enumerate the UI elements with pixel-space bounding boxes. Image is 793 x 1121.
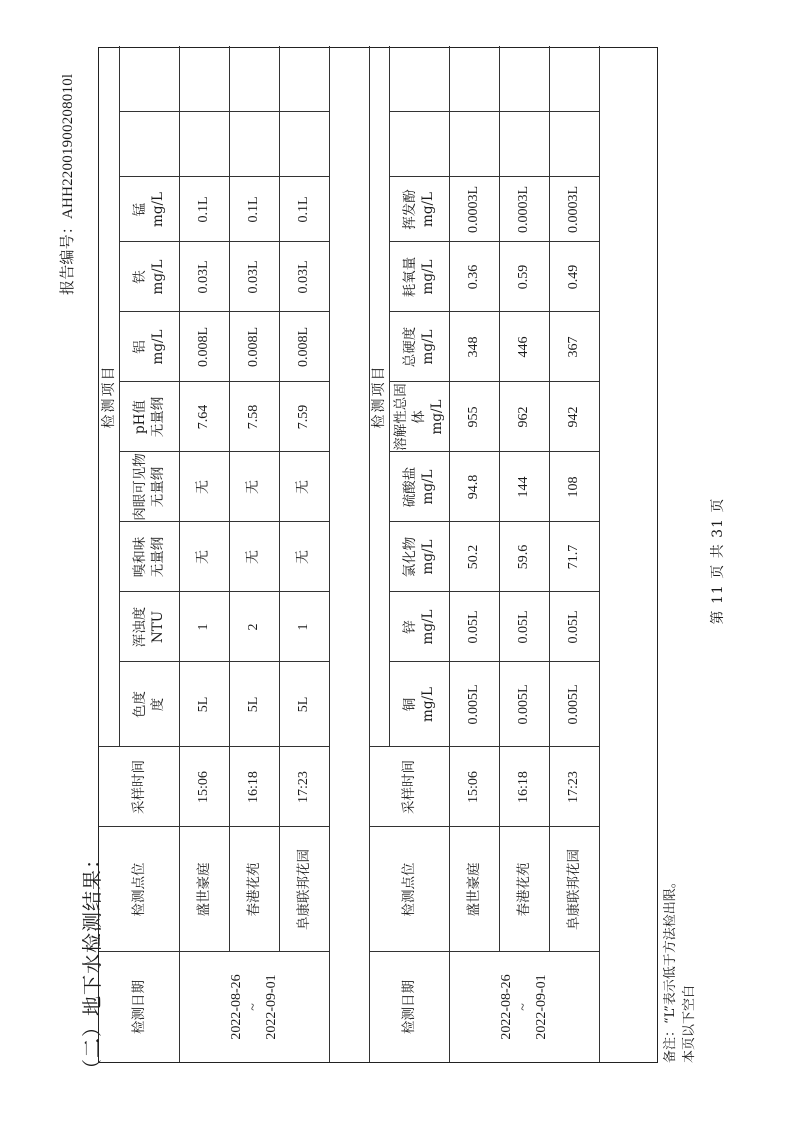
param-name: 嗅和味 bbox=[131, 536, 148, 578]
date-end: 2022-09-01 bbox=[263, 974, 279, 1040]
result-value: 无 bbox=[245, 480, 261, 494]
param-unit: NTU bbox=[150, 610, 166, 644]
result-value: 144 bbox=[515, 476, 531, 498]
param-unit: mg/L bbox=[420, 259, 436, 295]
result-value: 0.1L bbox=[295, 196, 311, 223]
grid-line bbox=[119, 111, 329, 112]
result-value: 367 bbox=[565, 336, 581, 358]
param-name: 铝 bbox=[131, 340, 148, 354]
sampling-time: 15:06 bbox=[195, 771, 211, 803]
param-unit: 无量纲 bbox=[150, 466, 166, 508]
result-value: 0.03L bbox=[245, 260, 261, 294]
param-name: 浑浊度 bbox=[131, 606, 148, 648]
param-name: 色度 bbox=[131, 691, 148, 718]
param-header bbox=[119, 592, 179, 662]
param-unit: mg/L bbox=[420, 539, 436, 575]
param-name: 溶解性总固体 bbox=[392, 383, 427, 451]
date-separator: ~ bbox=[246, 1003, 262, 1011]
result-value: 1 bbox=[295, 623, 311, 631]
param-header bbox=[119, 177, 179, 242]
param-name: 硫酸盐 bbox=[401, 466, 418, 508]
result-value: 59.6 bbox=[515, 544, 531, 570]
result-value: 0.008L bbox=[245, 326, 261, 368]
result-value: 无 bbox=[195, 550, 211, 564]
grid-line bbox=[599, 46, 600, 1062]
sampling-location: 春港花苑 bbox=[515, 862, 532, 917]
param-header bbox=[389, 177, 449, 242]
param-name: 铜 bbox=[401, 697, 418, 712]
param-name: pH值 bbox=[131, 400, 148, 434]
param-header bbox=[119, 382, 179, 452]
col-header-date: 检测日期 bbox=[130, 980, 147, 1034]
param-unit: mg/L bbox=[150, 329, 166, 365]
param-header bbox=[389, 382, 449, 452]
param-header bbox=[389, 312, 449, 382]
grid-line bbox=[389, 111, 599, 112]
result-value: 50.2 bbox=[465, 544, 481, 570]
param-unit: mg/L bbox=[429, 399, 446, 435]
result-value: 942 bbox=[565, 406, 581, 428]
sampling-time: 15:06 bbox=[465, 771, 481, 803]
param-unit: 度 bbox=[150, 697, 166, 712]
param-unit: mg/L bbox=[420, 192, 436, 227]
result-value: 5L bbox=[195, 696, 211, 713]
result-value: 0.005L bbox=[565, 684, 581, 725]
result-value: 71.7 bbox=[565, 544, 581, 570]
result-value: 2 bbox=[245, 623, 261, 631]
param-name: 锌 bbox=[401, 620, 418, 634]
result-value: 7.64 bbox=[195, 404, 211, 430]
sampling-location: 阜康联邦花园 bbox=[565, 849, 582, 930]
result-value: 0.49 bbox=[565, 264, 581, 290]
col-header-time: 采样时间 bbox=[400, 760, 417, 814]
result-value: 0.008L bbox=[195, 326, 211, 368]
param-header bbox=[389, 592, 449, 662]
note-limit: 备注：“L”表示低于方法检出限。 bbox=[663, 875, 678, 1063]
sampling-time: 17:23 bbox=[295, 771, 311, 803]
param-name: 锰 bbox=[131, 202, 148, 217]
grid-line bbox=[329, 46, 330, 1062]
param-header bbox=[119, 242, 179, 312]
param-name: 耗氧量 bbox=[401, 256, 418, 298]
param-name: 总硬度 bbox=[401, 326, 418, 368]
param-header bbox=[389, 522, 449, 592]
result-value: 5L bbox=[245, 696, 261, 713]
table-notes bbox=[662, 875, 700, 1063]
param-header bbox=[119, 522, 179, 592]
result-value: 0.36 bbox=[465, 264, 481, 290]
group-label-test-items: 检测项目 bbox=[370, 364, 387, 429]
result-value: 无 bbox=[295, 550, 311, 564]
result-value: 0.05L bbox=[515, 610, 531, 644]
result-value: 0.0003L bbox=[465, 185, 481, 234]
result-value: 0.59 bbox=[515, 264, 531, 290]
report-number: 报告编号：AHH22001900208010l bbox=[60, 73, 76, 295]
sampling-location: 春港花苑 bbox=[245, 862, 262, 917]
result-value: 无 bbox=[295, 480, 311, 494]
result-value: 446 bbox=[515, 336, 531, 358]
param-unit: mg/L bbox=[150, 259, 166, 295]
param-unit: mg/L bbox=[420, 329, 436, 365]
param-unit: mg/L bbox=[420, 609, 436, 645]
result-value: 0.05L bbox=[565, 610, 581, 644]
result-value: 1 bbox=[195, 623, 211, 631]
date-range bbox=[449, 952, 599, 1062]
result-value: 94.8 bbox=[465, 474, 481, 500]
result-value: 无 bbox=[245, 550, 261, 564]
result-value: 0.03L bbox=[195, 260, 211, 294]
param-header bbox=[389, 662, 449, 747]
param-header bbox=[389, 452, 449, 522]
col-header-location: 检测点位 bbox=[130, 862, 147, 917]
param-name: 铁 bbox=[131, 270, 148, 284]
result-value: 0.1L bbox=[245, 196, 261, 223]
param-unit: mg/L bbox=[150, 192, 166, 227]
param-header bbox=[119, 662, 179, 747]
result-value: 0.03L bbox=[295, 260, 311, 294]
section-title: （二）地下水检测结果： bbox=[80, 848, 104, 1079]
result-value: 108 bbox=[565, 476, 581, 498]
param-header bbox=[119, 452, 179, 522]
result-value: 348 bbox=[465, 336, 481, 358]
result-value: 0.0003L bbox=[565, 185, 581, 234]
sampling-time: 16:18 bbox=[245, 771, 261, 803]
result-value: 5L bbox=[295, 696, 311, 713]
result-value: 0.005L bbox=[515, 684, 531, 725]
param-header bbox=[389, 242, 449, 312]
param-name: 肉眼可见物 bbox=[131, 453, 148, 521]
col-header-time: 采样时间 bbox=[130, 760, 147, 814]
result-value: 7.59 bbox=[295, 404, 311, 430]
groundwater-results-table bbox=[98, 47, 658, 1063]
result-value: 0.008L bbox=[295, 326, 311, 368]
sampling-location: 阜康联邦花园 bbox=[295, 849, 312, 930]
param-header bbox=[119, 312, 179, 382]
param-unit: 无量纲 bbox=[150, 396, 166, 438]
col-header-date: 检测日期 bbox=[400, 980, 417, 1034]
sampling-time: 17:23 bbox=[565, 771, 581, 803]
result-value: 无 bbox=[195, 480, 211, 494]
sampling-time: 16:18 bbox=[515, 771, 531, 803]
sampling-location: 盛世豪庭 bbox=[465, 862, 482, 917]
result-value: 0.1L bbox=[195, 196, 211, 223]
page-number: 第 11 页 共 31 页 bbox=[710, 497, 726, 625]
result-value: 0.05L bbox=[465, 610, 481, 644]
param-unit: 无量纲 bbox=[150, 536, 166, 578]
param-unit: mg/L bbox=[420, 687, 436, 722]
date-separator: ~ bbox=[516, 1003, 532, 1011]
date-start: 2022-08-26 bbox=[228, 974, 244, 1040]
param-name: 氯化物 bbox=[401, 536, 418, 578]
param-name: 挥发酚 bbox=[401, 189, 418, 230]
result-value: 0.005L bbox=[465, 684, 481, 725]
date-start: 2022-08-26 bbox=[498, 974, 514, 1040]
date-range bbox=[179, 952, 329, 1062]
sampling-location: 盛世豪庭 bbox=[195, 862, 212, 917]
col-header-location: 检测点位 bbox=[400, 862, 417, 917]
param-unit: mg/L bbox=[420, 469, 436, 505]
result-value: 0.0003L bbox=[515, 185, 531, 234]
result-value: 955 bbox=[465, 406, 481, 428]
date-end: 2022-09-01 bbox=[533, 974, 549, 1040]
group-label-test-items: 检测项目 bbox=[100, 364, 117, 429]
note-blank: 本页以下空白 bbox=[681, 984, 697, 1063]
result-value: 7.58 bbox=[245, 404, 261, 430]
result-value: 962 bbox=[515, 406, 531, 428]
